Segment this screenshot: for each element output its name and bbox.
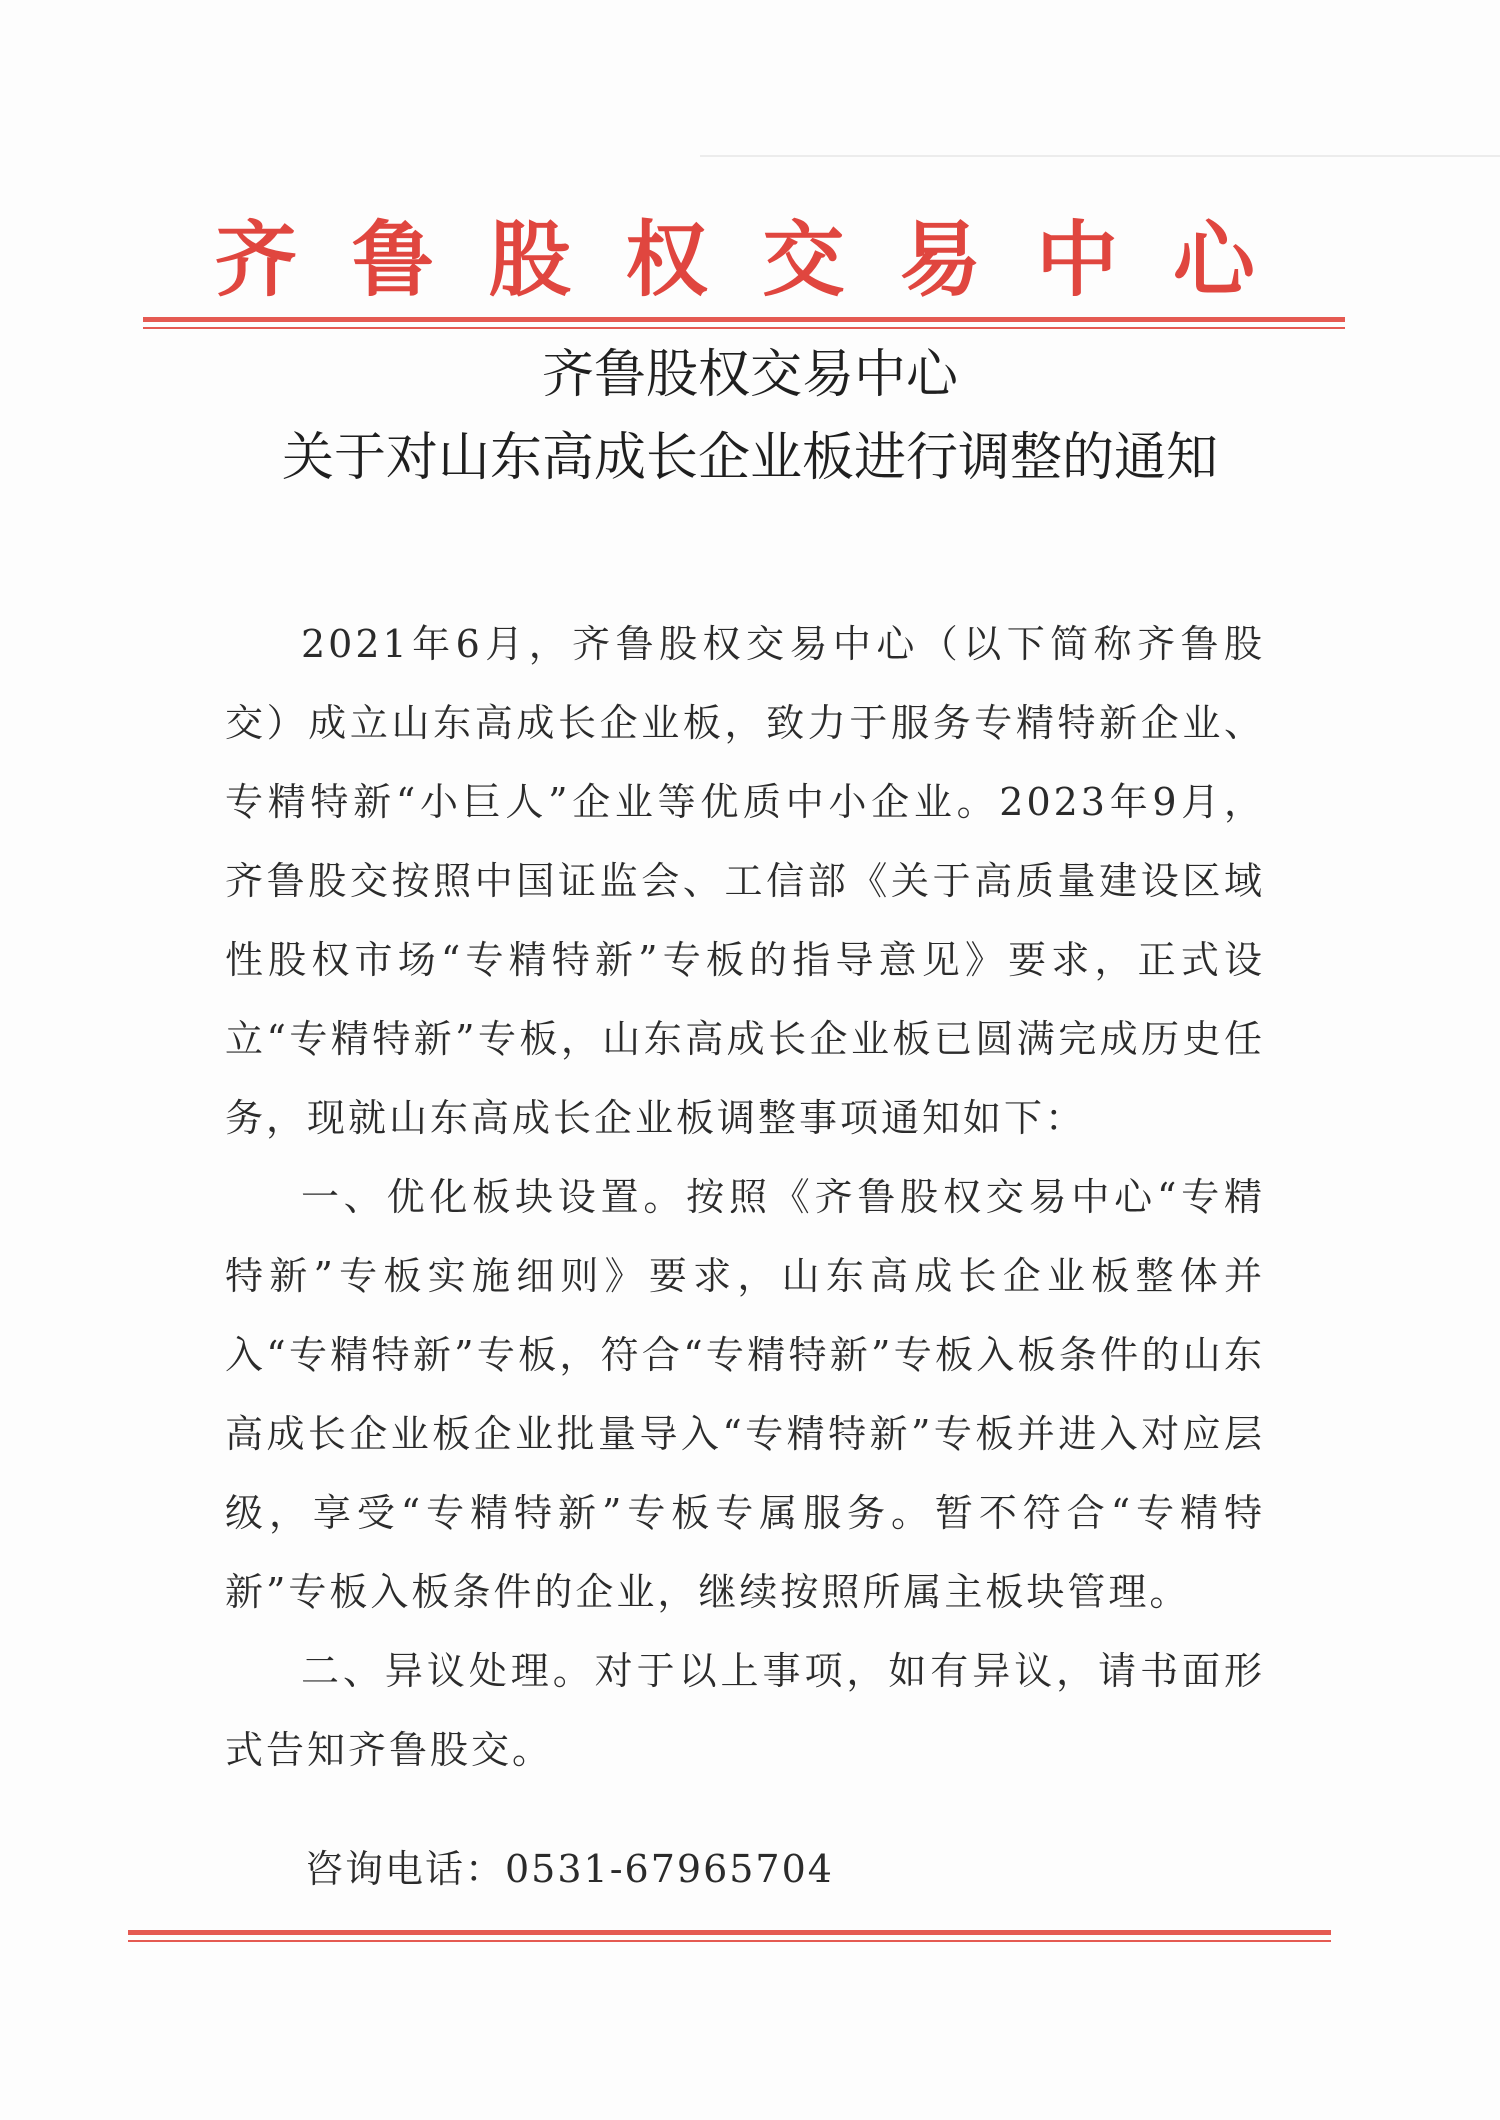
document-title-line-1: 齐鲁股权交易中心 <box>541 345 958 405</box>
footer-rule-thick <box>128 1930 1331 1935</box>
document-body <box>225 605 1265 1790</box>
scan-edge-line <box>700 155 1500 157</box>
masthead-char: 权 <box>625 212 708 308</box>
document-title-line-2: 关于对山东高成长企业板进行调整的通知 <box>281 428 1218 488</box>
masthead-char: 中 <box>1036 212 1119 308</box>
masthead-char: 股 <box>488 212 571 308</box>
masthead-rule-thin <box>143 327 1345 329</box>
masthead-char: 齐 <box>215 212 298 308</box>
footer-rule-thin <box>128 1940 1331 1942</box>
contact-phone: 咨询电话：0531-67965704 <box>305 1847 834 1891</box>
masthead-char: 交 <box>762 212 845 308</box>
masthead-char: 心 <box>1172 212 1255 308</box>
masthead-rule-thick <box>143 317 1345 322</box>
body-paragraph-1: 2021年6月，齐鲁股权交易中心（以下简称齐鲁股交）成立山东高成长企业板，致力于服务专精特新企业、专精特新“小巨人”企业等优质中小企业。2023年9月，齐鲁股交按照中国证监会、工信部《关于高质量建设区域性股权市场“专精特新”专板的指导意见》要求，正式设立“专精特新”专板，山东高成长企业板已圆满完成历史任务，现就山东高成长企业板调整事项通知如下： <box>225 622 1265 1140</box>
body-paragraph-3: 二、异议处理。对于以上事项，如有异议，请书面形式告知齐鲁股交。 <box>225 1649 1265 1772</box>
body-paragraph-2: 一、优化板块设置。按照《齐鲁股权交易中心“专精特新”专板实施细则》要求，山东高成长企业板整体并入“专精特新”专板，符合“专精特新”专板入板条件的山东高成长企业板企业批量导入“专精特新”专板并进入对应层级，享受“专精特新”专板专属服务。暂不符合“专精特新”专板入板条件的企业，继续按照所属主板块管理。 <box>225 1175 1265 1614</box>
masthead-char: 鲁 <box>351 212 434 308</box>
masthead-char: 易 <box>899 212 982 308</box>
masthead-title <box>215 205 1255 315</box>
